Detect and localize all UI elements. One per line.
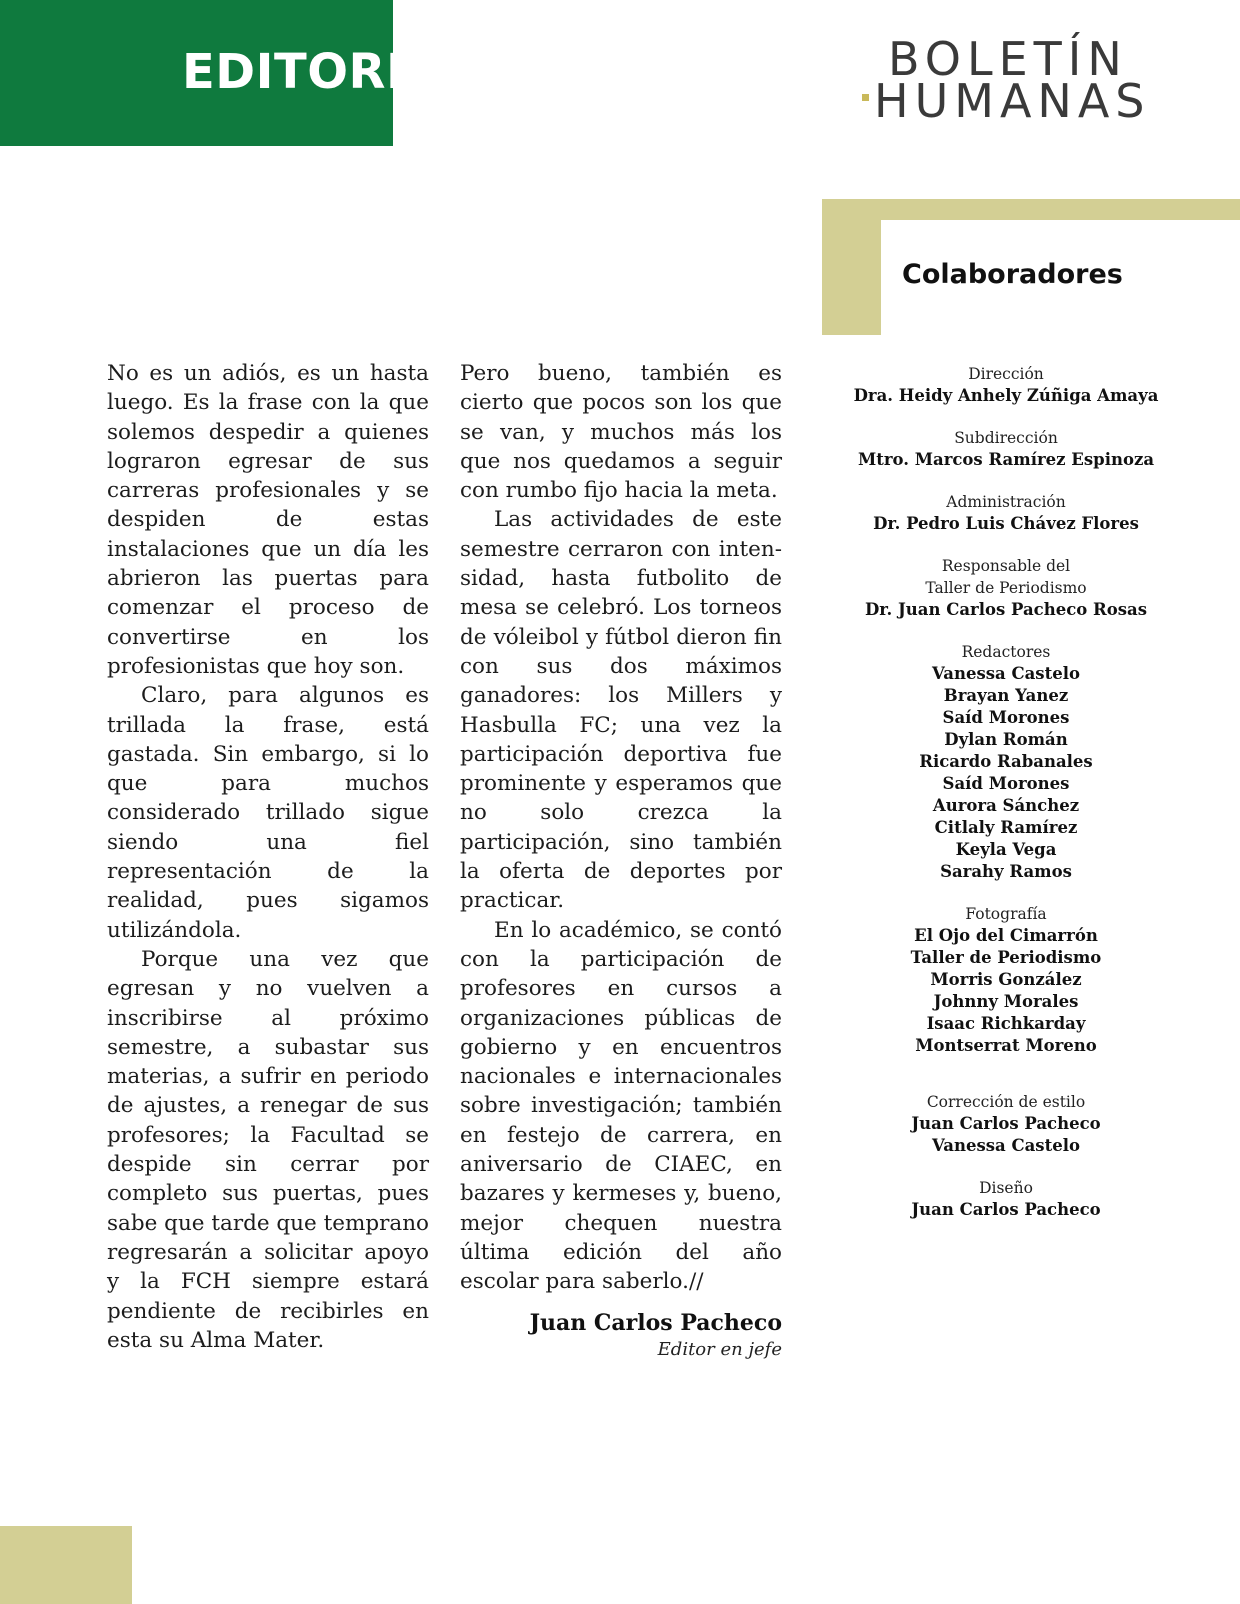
collaborator-name: Vanessa Castelo <box>932 1136 1080 1155</box>
collaborator-role: Responsable del <box>941 557 1071 575</box>
collaborator-name: Ricardo Rabanales <box>919 752 1093 771</box>
collaborator-group <box>842 641 1170 883</box>
collaborator-name: Aurora Sánchez <box>932 796 1080 815</box>
collaborator-group <box>842 1177 1170 1221</box>
paragraph: Claro, para algunos es trillada la frase, está gastada. Sin embargo, si lo que para muchos considerado trillado sigue siendo una fiel representación de la realidad, pues sigamos utilizándola. <box>107 683 429 943</box>
paragraph: Las actividades de este semestre cerraron con intensidad, hasta futbolito de mesa se celebró. Los torneos de vóleibol y fútbol dieron fin con sus dos máximos ganadores: los Millers y Hasbulla FC; una vez la participación deportiva fue prominente y esperamos que no solo crezca la participación, sino también la oferta de deportes por practicar. <box>460 507 782 914</box>
collaborator-group <box>842 363 1170 407</box>
collaborators-heading: Colaboradores <box>902 259 1123 290</box>
collaborator-group <box>842 1091 1170 1157</box>
collaborator-name: Montserrat Moreno <box>915 1036 1097 1055</box>
collaborator-name: Taller de Periodismo <box>910 948 1102 967</box>
article-column-1 <box>107 359 429 1355</box>
logo-dot-icon <box>862 94 869 101</box>
collaborator-name: Brayan Yanez <box>943 686 1069 705</box>
collaborator-name: Juan Carlos Pacheco <box>911 1114 1101 1133</box>
collaborators-list <box>842 363 1170 1241</box>
collaborator-name: Juan Carlos Pacheco <box>911 1200 1101 1219</box>
collaborator-name: Citlaly Ramírez <box>934 818 1078 837</box>
signature <box>460 1308 782 1362</box>
collaborator-role: Fotografía <box>965 905 1047 923</box>
collaborator-name: Keyla Vega <box>955 840 1057 859</box>
collaborator-name: El Ojo del Cimarrón <box>914 926 1098 945</box>
footer-block <box>0 1526 132 1604</box>
collaborator-group <box>842 903 1170 1057</box>
collaborator-role: Administración <box>946 493 1066 511</box>
paragraph: Pero bueno, también es cierto que pocos son los que se van, y muchos más los que nos quedamos a seguir con rumbo fijo hacia la meta. <box>460 361 782 504</box>
collaborator-role: Diseño <box>979 1179 1033 1197</box>
article-column-2 <box>460 359 782 1297</box>
logo-line-2: HUMANAS <box>874 74 1151 128</box>
signature-name: Juan Carlos Pacheco <box>529 1310 782 1336</box>
collaborator-name: Mtro. Marcos Ramírez Espinoza <box>857 450 1155 469</box>
paragraph: En lo académico, se contó con la participación de profesores en cursos a organizaciones públicas de gobierno y en encuentros nacionales e internacionales sobre investigación; también en festejo de carrera, en aniversario de CIAEC, en bazares y kermeses y, bueno, mejor chequen nuestra última edición del año escolar para saberlo.// <box>460 917 782 1295</box>
collaborator-role: Dirección <box>968 365 1044 383</box>
collaborator-name: Saíd Morones <box>942 708 1070 727</box>
collaborator-name: Dylan Román <box>944 730 1068 749</box>
logo-line-1: BOLETÍN <box>888 32 1128 86</box>
section-title: EDITORIAL <box>182 44 474 100</box>
boletin-humanas-logo <box>862 32 1182 128</box>
collaborator-name: Sarahy Ramos <box>940 862 1072 881</box>
collaborator-role: Redactores <box>961 643 1051 661</box>
collaborator-group <box>842 427 1170 471</box>
signature-role: Editor en jefe <box>657 1339 782 1360</box>
collaborator-role: Taller de Periodismo <box>925 579 1087 597</box>
collaborator-name: Vanessa Castelo <box>932 664 1080 683</box>
collaborator-name: Dr. Pedro Luis Chávez Flores <box>873 514 1139 533</box>
collaborator-name: Saíd Morones <box>942 774 1070 793</box>
paragraph: Porque una vez que egresan y no vuelven a inscribirse al próximo semestre, a subastar sus materias, a sufrir en periodo de ajustes, a renegar de sus profesores; la Facultad se despide sin cerrar por completo sus puertas, pues sabe que tarde que temprano regresarán a solicitar apoyo y la FCH siempre estará pendiente de recibirles en esta su Alma Mater. <box>107 946 429 1353</box>
collaborator-name: Dr. Juan Carlos Pacheco Rosas <box>864 600 1147 619</box>
collaborator-name: Isaac Richkarday <box>926 1014 1086 1033</box>
paragraph: No es un adiós, es un hasta luego. Es la frase con la que solemos despedir a quienes lograron egresar de sus carreras profesionales y se despiden de estas instalaciones que un día les abrieron las puertas para comenzar el proceso de convertirse en los profesionistas que hoy son. <box>107 361 429 679</box>
collaborator-name: Morris González <box>930 970 1082 989</box>
collaborator-name: Dra. Heidy Anhely Zúñiga Amaya <box>853 386 1159 405</box>
collaborator-group <box>842 491 1170 535</box>
collaborator-group <box>842 555 1170 621</box>
collaborator-role: Corrección de estilo <box>926 1093 1086 1111</box>
collaborator-role: Subdirección <box>954 429 1058 447</box>
collaborator-name: Johnny Morales <box>933 992 1079 1011</box>
